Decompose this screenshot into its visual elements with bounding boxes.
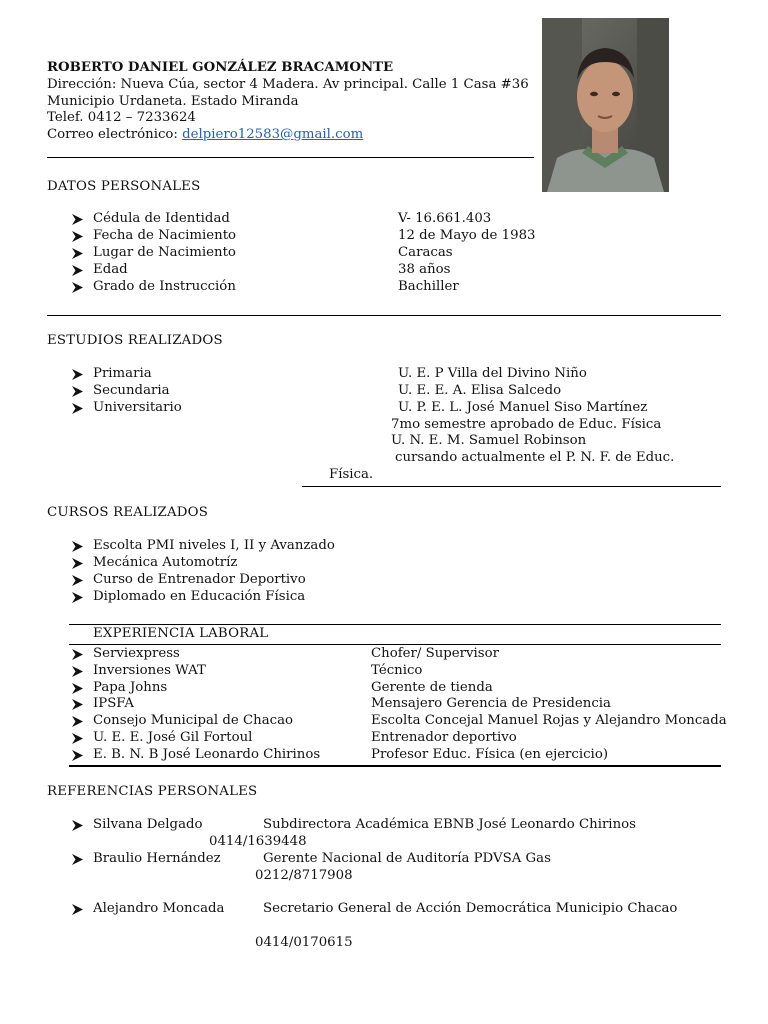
arrowhead-bullet-icon — [72, 248, 83, 259]
experience-company: Inversiones WAT — [93, 662, 206, 678]
personal-label: Grado de Instrucción — [93, 279, 236, 294]
arrowhead-bullet-icon — [72, 820, 83, 831]
arrowhead-bullet-icon — [72, 541, 83, 552]
reference-phone: 0414/1639448 — [209, 834, 307, 849]
experience-role: Técnico — [371, 662, 423, 678]
reference-phone: 0212/8717908 — [255, 868, 353, 883]
experience-role: Profesor Educ. Física (en ejercicio) — [371, 746, 609, 762]
personal-label: Cédula de Identidad — [93, 211, 230, 226]
studies-institution: U. E. E. A. Elisa Salcedo — [398, 383, 562, 398]
personal-divider — [47, 315, 721, 316]
course-item: Diplomado en Educación Física — [93, 589, 306, 604]
candidate-name: ROBERTO DANIEL GONZÁLEZ BRACAMONTE — [47, 60, 394, 75]
experience-bottom-rule — [69, 765, 721, 767]
email-row — [47, 127, 363, 144]
arrowhead-bullet-icon — [72, 403, 83, 414]
phone: Telef. 0412 – 7233624 — [47, 110, 196, 125]
experience-company: U. E. E. José Gil Fortoul — [93, 730, 253, 745]
personal-label: Fecha de Nacimiento — [93, 228, 237, 243]
experience-top-rule — [69, 624, 721, 625]
experience-title-rule — [69, 644, 721, 645]
reference-position: Gerente Nacional de Auditoría PDVSA Gas — [263, 851, 551, 866]
reference-position: Secretario General de Acción Democrática Municipio Chacao — [263, 901, 678, 916]
studies-divider — [302, 486, 721, 487]
experience-role: Escolta Concejal Manuel Rojas y Alejandro Moncada — [371, 713, 727, 729]
arrowhead-bullet-icon — [72, 592, 83, 603]
experience-company: Serviexpress — [93, 646, 180, 661]
reference-name: Alejandro Moncada — [93, 901, 225, 916]
arrowhead-bullet-icon — [72, 558, 83, 569]
personal-value: Bachiller — [398, 279, 459, 294]
personal-value: 38 años — [398, 262, 451, 277]
course-item: Escolta PMI niveles I, II y Avanzado — [93, 538, 335, 553]
experience-role: Entrenador deportivo — [371, 730, 517, 745]
reference-name: Braulio Hernández — [93, 851, 221, 866]
profile-photo — [542, 18, 669, 192]
studies-level: Primaria — [93, 366, 152, 381]
arrowhead-bullet-icon — [72, 699, 83, 710]
arrowhead-bullet-icon — [72, 649, 83, 660]
arrowhead-bullet-icon — [72, 904, 83, 915]
experience-role: Chofer/ Supervisor — [371, 646, 499, 661]
experience-company: Consejo Municipal de Chacao — [93, 713, 294, 729]
arrowhead-bullet-icon — [72, 854, 83, 865]
course-item: Mecánica Automotríz — [93, 555, 238, 570]
studies-extra-2: U. N. E. M. Samuel Robinson — [391, 433, 587, 448]
arrowhead-bullet-icon — [72, 369, 83, 380]
arrowhead-bullet-icon — [72, 683, 83, 694]
email-link[interactable]: delpiero12583@gmail.com — [182, 127, 364, 142]
experience-company: IPSFA — [93, 696, 134, 712]
personal-label: Edad — [93, 262, 128, 277]
arrowhead-bullet-icon — [72, 750, 83, 761]
experience-company: Papa Johns — [93, 679, 168, 695]
experience-role: Gerente de tienda — [371, 679, 493, 695]
course-item: Curso de Entrenador Deportivo — [93, 572, 306, 587]
arrowhead-bullet-icon — [72, 214, 83, 225]
personal-value: Caracas — [398, 245, 453, 260]
section-title-references: REFERENCIAS PERSONALES — [47, 784, 258, 799]
experience-role: Mensajero Gerencia de Presidencia — [371, 696, 611, 712]
studies-extra-3: cursando actualmente el P. N. F. de Educ. — [395, 450, 675, 465]
arrowhead-bullet-icon — [72, 282, 83, 293]
address-line-2: Municipio Urdaneta. Estado Miranda — [47, 94, 299, 109]
header-divider — [47, 157, 534, 158]
studies-extra-4: Física. — [329, 467, 374, 482]
arrowhead-bullet-icon — [72, 231, 83, 242]
arrowhead-bullet-icon — [72, 575, 83, 586]
reference-position: Subdirectora Académica EBNB José Leonardo Chirinos — [263, 817, 636, 832]
experience-company: E. B. N. B José Leonardo Chirinos — [93, 746, 321, 762]
section-title-studies: ESTUDIOS REALIZADOS — [47, 333, 223, 348]
arrowhead-bullet-icon — [72, 386, 83, 397]
studies-extra-1: 7mo semestre aprobado de Educ. Física — [391, 417, 662, 432]
personal-value: V- 16.661.403 — [398, 211, 492, 226]
reference-name: Silvana Delgado — [93, 817, 203, 832]
reference-phone: 0414/0170615 — [255, 935, 353, 950]
arrowhead-bullet-icon — [72, 716, 83, 727]
section-title-personal: DATOS PERSONALES — [47, 179, 201, 194]
arrowhead-bullet-icon — [72, 265, 83, 276]
arrowhead-bullet-icon — [72, 733, 83, 744]
studies-institution: U. E. P Villa del Divino Niño — [398, 366, 587, 381]
section-title-courses: CURSOS REALIZADOS — [47, 505, 209, 520]
personal-value: 12 de Mayo de 1983 — [398, 228, 536, 243]
arrowhead-bullet-icon — [72, 666, 83, 677]
address-line-1: Dirección: Nueva Cúa, sector 4 Madera. Av principal. Calle 1 Casa #36 — [47, 77, 529, 92]
studies-level: Secundaria — [93, 383, 170, 398]
section-title-experience: EXPERIENCIA LABORAL — [93, 626, 269, 641]
personal-label: Lugar de Nacimiento — [93, 245, 236, 260]
studies-institution: U. P. E. L. José Manuel Siso Martínez — [398, 400, 648, 415]
email-label: Correo electrónico: — [47, 127, 183, 142]
studies-level: Universitario — [93, 400, 182, 415]
